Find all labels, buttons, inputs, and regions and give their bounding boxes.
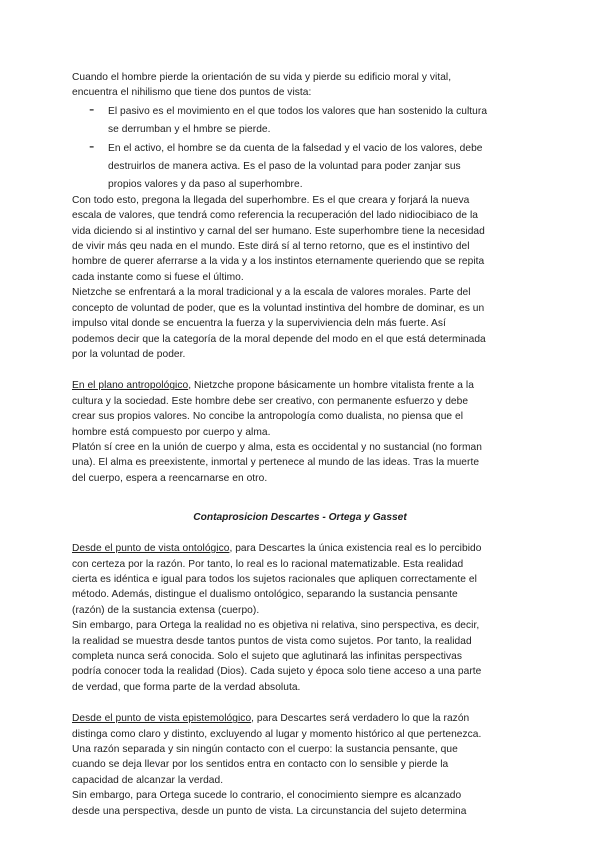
antropologia-lead: En el plano antropológico [72, 380, 189, 392]
list-dash: - [89, 137, 95, 155]
epistemologico-text: , para Descartes será verdadero lo que la razón distinga como claro y distinto, excluyendo al lugar y momento histórico al que pertenezca. Una razón separada y sin ningún contacto con el cuerpo: la sustancia pensante, que cuando se deja llevar por los sentidos entra en contacto con lo sensible y pierde la capacidad de alcanzar la verdad. [72, 713, 482, 786]
paragraph-gap [72, 362, 490, 378]
intro-paragraph: Cuando el hombre pierde la orientación de su vida y pierde su edificio moral y vital, encuentra el nihilismo que tiene dos puntos de vista: [72, 72, 452, 99]
nihilism-list [72, 101, 490, 193]
section-gap [72, 486, 490, 510]
section-heading: Contaprosicion Descartes - Ortega y Gasset [193, 512, 407, 524]
epistemologico-lead: Desde el punto de vista epistemológico [72, 713, 252, 725]
ontologico-lead: Desde el punto de vista ontológico [72, 543, 230, 555]
moral-paragraph: Nietzche se enfrentará a la moral tradicional y a la escala de valores morales. Parte del concepto de voluntad de poder, que es la voluntad instintiva del hombre de dominar, es un impulso vital donde se encuentra la fuerza y la superviviencia deln más fuerte. Así podemos decir que la categoría de la moral depende del modo en el que está determinada por la voluntad de poder. [72, 287, 486, 360]
ortega-realidad-paragraph: Sin embargo, para Ortega la realidad no es objetiva ni relativa, sino perspectiva, es decir, la realidad se muestra desde tantos puntos de vista como sujetos. Por tanto, la realidad completa nunca será conocida. Solo el sujeto que aglutinará las infinitas perspectivas podría conocer toda la realidad (Dios). Cada sujeto y época solo tiene acceso a una parte de verdad, que forma parte de la verdad absoluta. [72, 620, 482, 693]
ortega-conocimiento-paragraph: Sin embargo, para Ortega sucede lo contrario, el conocimiento siempre es alcanzado desde una perspectiva, desde un punto de vista. La circunstancia del sujeto determina [72, 790, 467, 817]
platon-paragraph: Platón sí cree en la unión de cuerpo y alma, esta es occidental y no sustancial (no forman una). El alma es preexistente, inmortal y pertenece al mundo de las ideas. Tras la muerte del cuerpo, espera a reencarnarse en otro. [72, 441, 482, 484]
list-dash: - [89, 100, 95, 118]
ontologico-paragraph [72, 541, 490, 618]
list-item [72, 101, 490, 138]
list-item-text: En el activo, el hombre se da cuenta de la falsedad y el vacio de los valores, debe destruirlos de manera activa. Es el paso de la voluntad para poder zanjar sus propios valores y da paso al superhombre. [108, 142, 483, 191]
list-item [72, 138, 490, 193]
epistemologico-paragraph [72, 711, 490, 788]
list-item-text: El pasivo es el movimiento en el que todos los valores que han sostenido la cultura se derrumban y el hmbre se pierde. [108, 105, 488, 136]
paragraph-gap [72, 525, 490, 541]
paragraph-gap [72, 695, 490, 711]
ontologico-text: , para Descartes la única existencia real es lo percibido con certeza por la razón. Por tanto, lo real es lo racional matematizable. Esta realidad cierta es idéntica e igual para todos los sujetos racionales que apliquen correctamente el método. Además, distingue el dualismo ontológico, separando la sustancia pensante (razón) de la sustancia extensa (cuerpo). [72, 543, 482, 616]
antropologia-paragraph [72, 378, 490, 440]
superhombre-paragraph: Con todo esto, pregona la llegada del superhombre. Es el que creara y forjará la nueva escala de valores, que tendrá como referencia la recuperación del lado nidiocibiaco de la vida diciendo si al instintivo y carnal del ser humano. Este superhombre tiene la necesidad de vivir más qeu nada en el mundo. Este dirá sí al terno retorno, que es el instintivo del hombre de querer aferrarse a la vida y a los instintos eternamente queriendo que se repita cada instante como si fuese el último. [72, 194, 485, 283]
antropologia-text: , Nietzche propone básicamente un hombre vitalista frente a la cultura y la sociedad. Este hombre debe ser creativo, con permanente esfuerzo y debe crear sus propios valores. No concibe la antropología como dualista, no piensa que el hombre está compuesto por cuerpo y alma. [72, 380, 474, 438]
